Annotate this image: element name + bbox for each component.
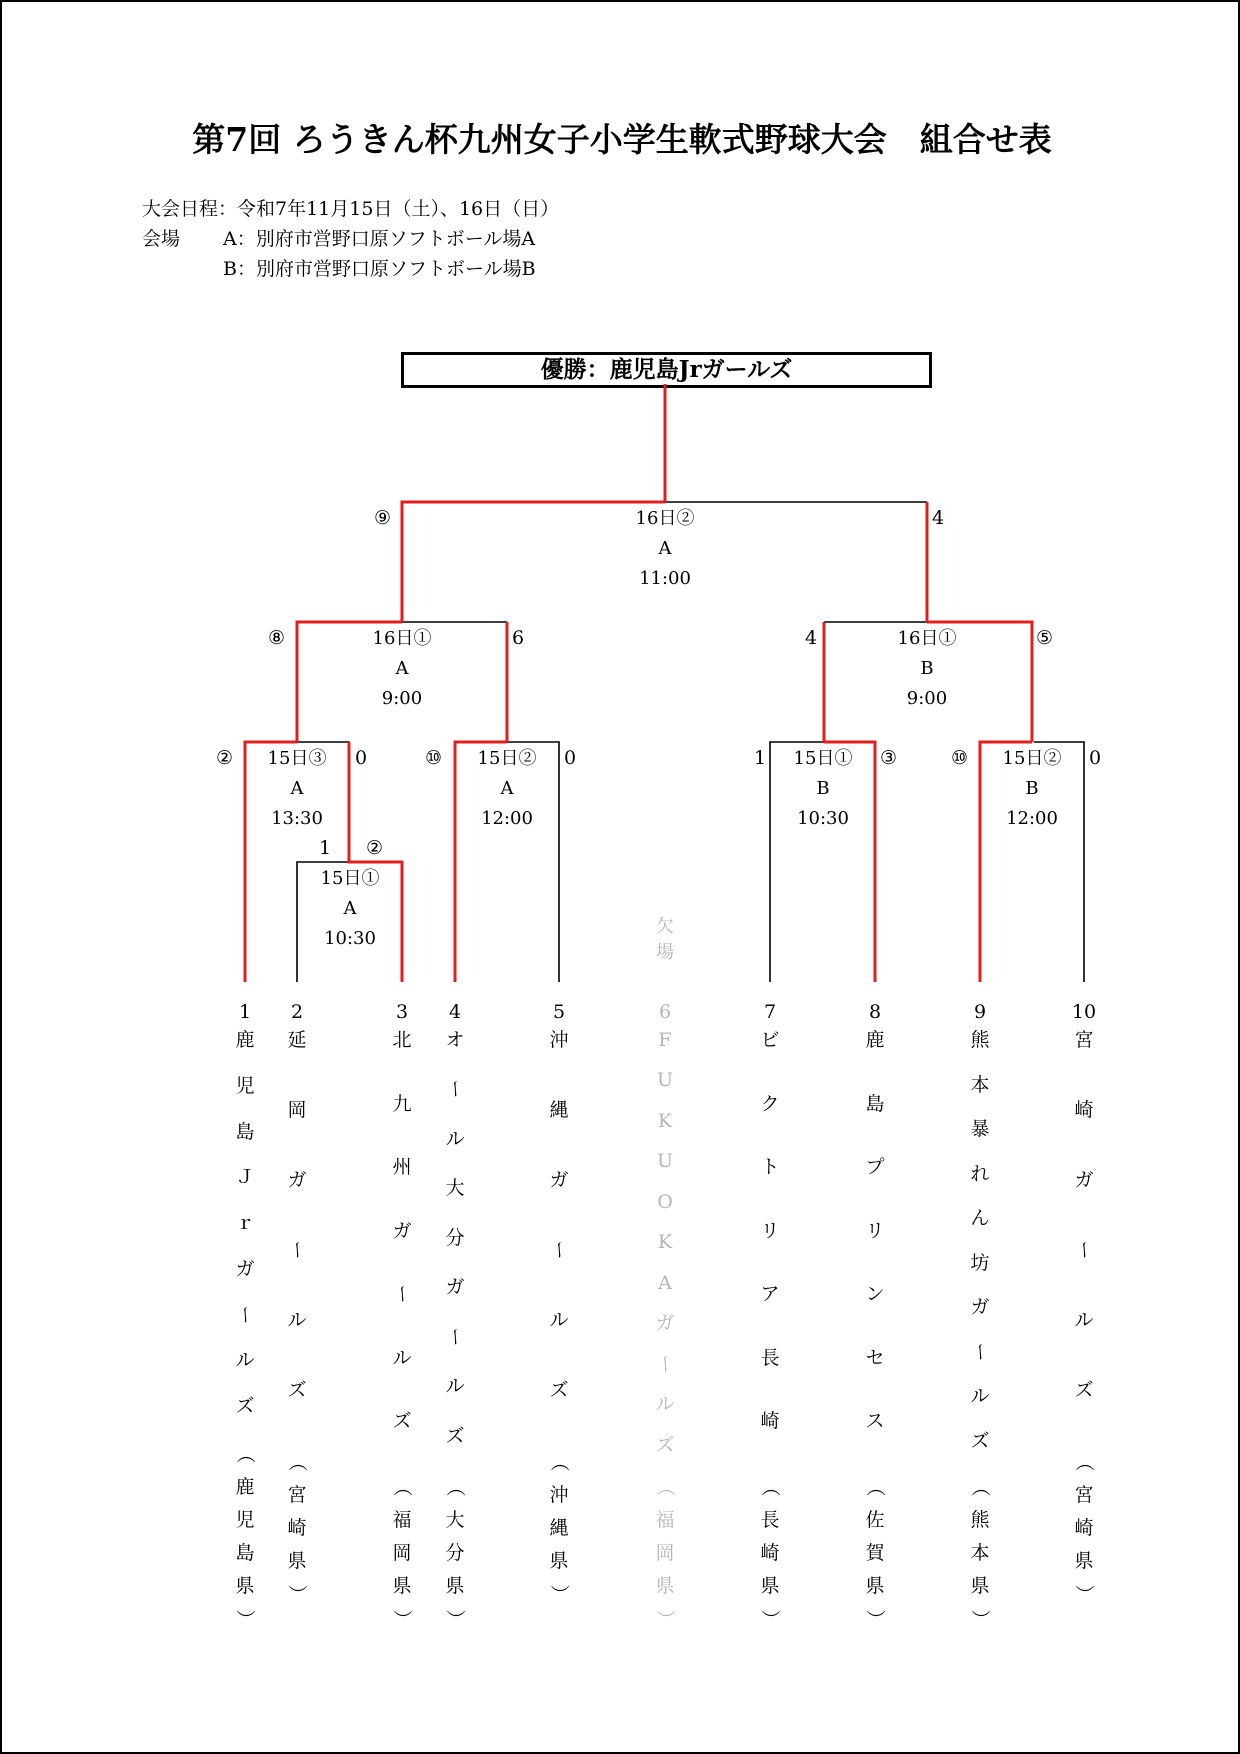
team-number: 10 [1071,1001,1097,1023]
match-final [605,504,725,594]
team-8 [857,997,893,1637]
forfeit-text: 欠場 [656,916,674,963]
team-number: 6 [658,1001,672,1023]
venue-label: 会場 [142,228,181,250]
match-venue: B [920,658,934,679]
team-4 [437,997,473,1637]
score-semi-l-right: 6 [512,627,525,649]
match-time: 11:00 [639,568,691,589]
score-final-right: 4 [932,507,945,529]
match-day: 16日① [897,628,957,649]
team-number: 1 [238,1001,252,1023]
team-9 [962,997,998,1637]
score-semi-r-left: 4 [805,627,818,649]
score-qf4-right: 0 [1089,747,1102,769]
match-qf2 [447,744,567,834]
team-name: オ ー ル 大 分 ガ ー ル ズ （ 大 分 県 ） [444,1029,466,1629]
score-qf3-right: ③ [880,747,898,769]
schedule-dates: 大会日程：令和7年11月15日（土）、16日（日） [142,198,560,220]
team-7 [752,997,788,1637]
match-time: 10:30 [797,808,849,829]
match-venue: B [1025,778,1039,799]
match-day: 15日① [793,748,853,769]
team-number: 8 [868,1001,882,1023]
score-qf1-left: ② [216,747,234,769]
team-3 [384,997,420,1637]
forfeit-label [653,914,677,966]
match-time: 12:00 [481,808,533,829]
score-r1-right: ② [366,837,384,859]
team-number: 9 [973,1001,987,1023]
team-name: F U K U O K A ガ ー ル ズ （ 福 岡 県 ） [654,1029,676,1629]
match-day: 15日② [1002,748,1062,769]
score-r1-left: 1 [319,837,332,859]
match-qf1 [237,744,357,834]
match-venue: A [658,538,672,559]
match-venue: B [816,778,830,799]
match-time: 9:00 [381,688,423,709]
score-qf4-left: ⑩ [951,747,969,769]
score-final-left: ⑨ [374,507,392,529]
match-day: 15日① [320,868,380,889]
team-2 [279,997,315,1612]
score-qf2-right: 0 [564,747,577,769]
team-name: 鹿 児 島 Ｊ ｒ ガ ー ル ズ （ 鹿 児 島 県 ） [234,1029,256,1629]
bracket-lines [2,2,1240,1754]
team-6 [647,997,683,1637]
venue-a: A：別府市営野口原ソフトボール場A [223,228,536,250]
venue-b: B：別府市営野口原ソフトボール場B [223,258,536,280]
match-time: 10:30 [324,928,376,949]
team-5 [541,997,577,1612]
page-title: 第7回 ろうきん杯九州女子小学生軟式野球大会 組合せ表 [192,120,1052,159]
winner-box: 優勝：鹿児島Jrガールズ [401,352,932,388]
score-semi-r-right: ⑤ [1036,627,1054,649]
team-name: ビ ク ト リ ア 長 崎 （ 長 崎 県 ） [759,1029,781,1629]
team-number: 5 [552,1001,566,1023]
match-r1 [290,864,410,954]
match-day: 16日② [635,508,695,529]
match-qf4 [972,744,1092,834]
team-number: 7 [763,1001,777,1023]
match-semi-right [867,624,987,714]
score-qf3-left: 1 [754,747,767,769]
match-day: 15日② [477,748,537,769]
score-qf1-right: 0 [355,747,368,769]
match-venue: A [343,898,357,919]
match-venue: A [290,778,304,799]
team-number: 4 [448,1001,462,1023]
team-name: 延 岡 ガ ー ル ズ （ 宮 崎 県 ） [286,1029,308,1604]
match-time: 13:30 [271,808,323,829]
match-day: 15日③ [267,748,327,769]
team-name: 熊 本 暴 れ ん 坊 ガ ー ル ズ （ 熊 本 県 ） [969,1029,991,1629]
match-time: 9:00 [906,688,948,709]
team-name: 宮 崎 ガ ー ル ズ （ 宮 崎 県 ） [1073,1029,1095,1604]
match-venue: A [500,778,514,799]
match-qf3 [763,744,883,834]
match-day: 16日① [372,628,432,649]
match-semi-left [342,624,462,714]
match-venue: A [395,658,409,679]
score-qf2-left: ⑩ [425,747,443,769]
team-1 [227,997,263,1637]
team-name: 沖 縄 ガ ー ル ズ （ 沖 縄 県 ） [548,1029,570,1604]
match-time: 12:00 [1006,808,1058,829]
team-number: 3 [395,1001,409,1023]
team-name: 北 九 州 ガ ー ル ズ （ 福 岡 県 ） [391,1029,413,1629]
score-semi-l-left: ⑧ [268,627,286,649]
team-10 [1066,997,1102,1612]
team-number: 2 [290,1001,304,1023]
team-name: 鹿 島 プ リ ン セ ス （ 佐 賀 県 ） [864,1029,886,1629]
